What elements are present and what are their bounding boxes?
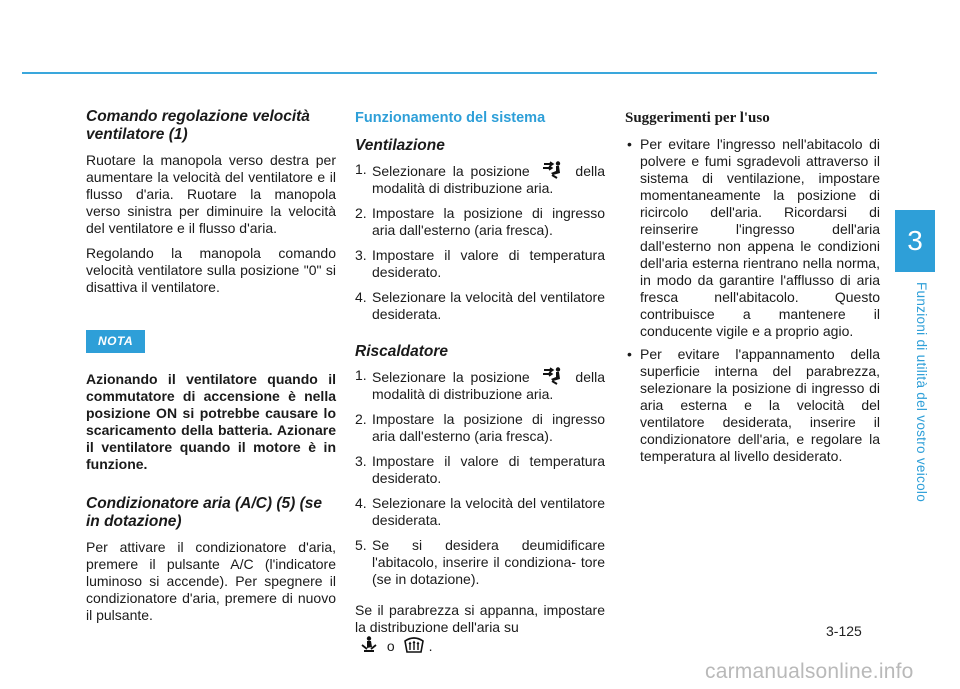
- header-rule: [22, 72, 877, 74]
- section-title-system: Funzionamento del sistema: [355, 110, 546, 126]
- list-item: 3. Impostare il valore di temperatura desiderato.: [355, 247, 605, 280]
- list-item: 5. Se si desidera deumidificare l'abitacolo, inserire il condiziona- tore (se in dotazione).: [355, 537, 605, 587]
- list-item: 1. Selezionare la posizione della modalità di distribuzione aria.: [355, 161, 606, 196]
- list-item: 4. Selezionare la velocità del ventilatore desiderata.: [355, 495, 605, 528]
- nota-badge: NOTA: [86, 330, 145, 353]
- page-number: 3-125: [826, 623, 862, 639]
- column-right: [625, 108, 880, 471]
- face-vent-icon: [541, 161, 565, 179]
- face-vent-icon: [541, 367, 565, 385]
- list-item: 4. Selezionare la velocità del ventilatore desiderata.: [355, 289, 605, 322]
- watermark: carmanualsonline.info: [705, 660, 914, 683]
- floor-defrost-icon: [359, 636, 379, 654]
- ventilazione-steps: [355, 161, 605, 323]
- list-item: 1. Selezionare la posizione della modalità di distribuzione aria.: [355, 367, 606, 402]
- chapter-title: Funzioni di utilità del vostro veicolo: [914, 282, 929, 503]
- tips-list: [625, 136, 880, 465]
- column-left: [86, 108, 336, 632]
- heading-fan-speed: Comando regolazione velocità ventilatore (1): [86, 108, 310, 143]
- riscaldatore-steps: [355, 367, 605, 588]
- list-item: 3. Impostare il valore di temperatura desiderato.: [355, 453, 605, 486]
- windshield-defrost-icon: [403, 636, 425, 654]
- paragraph-ac: Per attivare il condizionatore d'aria, premere il pulsante A/C (l'indicatore luminoso si accende). Per spegnere il condizionatore d'aria, premere di nuovo il pulsante.: [86, 539, 336, 623]
- paragraph-fan-rotate: Ruotare la manopola verso destra per aumentare la velocità del ventilatore e il flusso d'aria. Ruotare la manopola verso sinistra per diminuire la velocità del ventilatore e il flusso d'aria.: [86, 152, 336, 236]
- list-item: 2. Impostare la posizione di ingresso aria dall'esterno (aria fresca).: [355, 411, 605, 444]
- list-item: 2. Impostare la posizione di ingresso aria dall'esterno (aria fresca).: [355, 205, 605, 238]
- heading-tips: Suggerimenti per l'uso: [625, 110, 770, 126]
- heading-riscaldatore: Riscaldatore: [355, 343, 449, 360]
- column-middle: [355, 108, 605, 663]
- chapter-tab[interactable]: 3: [895, 210, 935, 272]
- heading-ventilazione: Ventilazione: [355, 137, 445, 154]
- nota-text: Azionando il ventilatore quando il commutatore di accensione è nella posizione ON si potrebbe causare lo scaricamento della batteria. Azionare il ventilatore quando il motore è in funzione.: [86, 371, 336, 472]
- heading-ac: Condizionatore aria (A/C) (5) (se in dotazione): [86, 495, 322, 530]
- paragraph-defog: Se il parabrezza si appanna, impostare la distribuzione dell'aria su o .: [355, 602, 605, 654]
- list-item: • Per evitare l'ingresso nell'abitacolo di polvere e fumi sgradevoli attraverso il sistema di ventilazione, impostare momentaneamente la posizione di ricircolo dell'aria. Ricordarsi di reinserire l'ingresso dell'aria dall'esterno non appena le condizioni dell'aria esterna rientrano nella norma, in modo da garantire l'afflusso di aria fresca nell'abitacolo. Questo contribuisce a mantenere il conducente vigile e a proprio agio.: [625, 136, 880, 340]
- paragraph-fan-off: Regolando la manopola comando velocità ventilatore sulla posizione "0" si disattiva il ventilatore.: [86, 245, 336, 295]
- list-item: • Per evitare l'appannamento della superficie interna del parabrezza, selezionare la posizione di ingresso di aria esterna e la velocità del ventilatore desiderata, inserire il condizionatore dell'aria, e regolare la temperatura al livello desiderato.: [625, 346, 880, 465]
